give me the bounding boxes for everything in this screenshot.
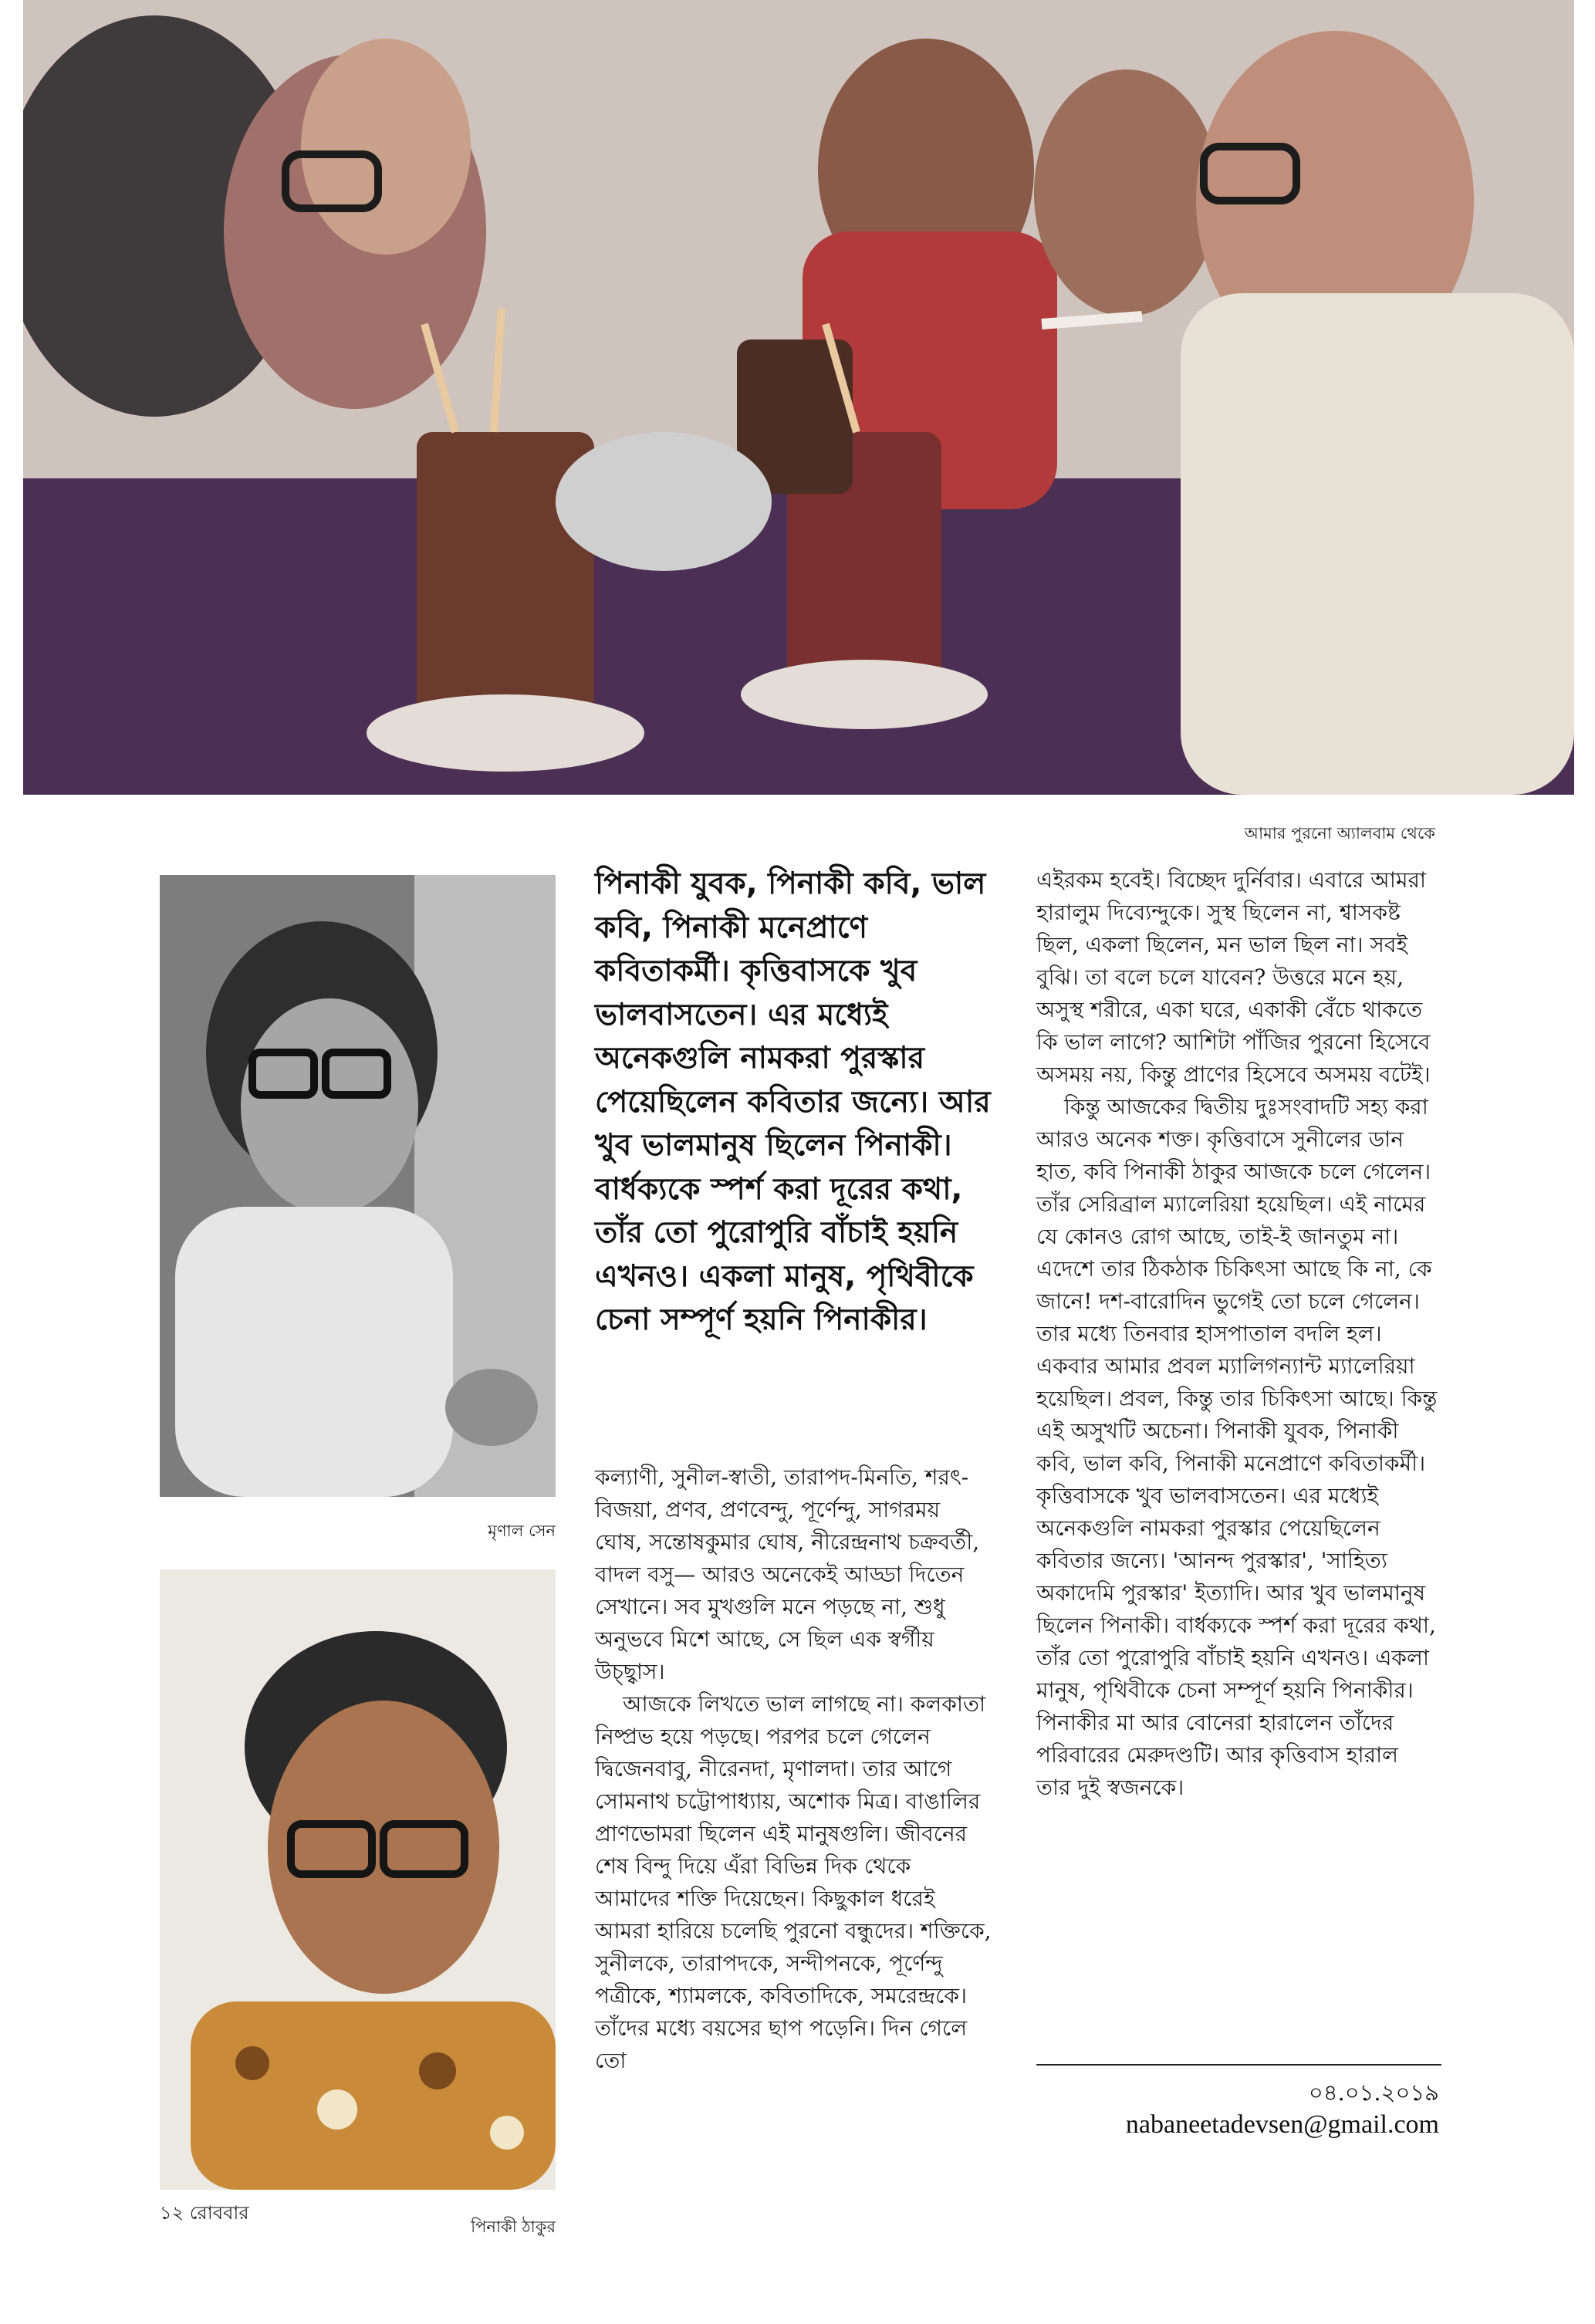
mrinal-sen-photo [160, 875, 556, 1497]
article-paragraph: কল্যাণী, সুনীল-স্বাতী, তারাপদ-মিনতি, শরৎ-বিজয়া, প্রণব, প্রণবেন্দু, পূর্ণেন্দু, সাগরময় ঘোষ, সন্তোষকুমার ঘোষ, নীরেন্দ্রনাথ চক্রবর্তী, বাদল বসু— আরও অনেকেই আড্ডা দিতেন সেখানে। সব মুখগুলি মনে পড়ছে না, শুধু অনুভবে মিশে আছে, সে ছিল এক স্বর্গীয় উচ্ছ্বাস। [595, 1464, 980, 1684]
page-footer: ১২ রোববার [160, 2202, 249, 2224]
pull-quote: পিনাকী যুবক, পিনাকী কবি, ভাল কবি, পিনাকী মনেপ্রাণে কবিতাকর্মী। কৃত্তিবাসকে খুব ভালবাসতেন। এর মধ্যেই অনেকগুলি নামকরা পুরস্কার পেয়েছিলেন কবিতার জন্যে। আর খুব ভালমানুষ ছিলেন পিনাকী। বার্ধক্যকে স্পর্শ করা দূরের কথা, তাঁর তো পুরোপুরি বাঁচাই হয়নি এখনও। একলা মানুষ, পৃথিবীকে চেনা সম্পূর্ণ হয়নি পিনাকীর। [595, 866, 991, 1337]
pinaki-thakur-caption: পিনাকী ঠাকুর [471, 2218, 556, 2236]
article-paragraph: কিন্তু আজকের দ্বিতীয় দুঃসংবাদটি সহ্য করা আরও অনেক শক্ত। কৃত্তিবাসে সুনীলের ডান হাত, কবি পিনাকী ঠাকুর আজকে চলে গেলেন। তাঁর সেরিব্রাল ম্যালেরিয়া হয়েছিল। এই নামের যে কোনও রোগ আছে, তাই-ই জানতুম না। এদেশে তার ঠিকঠাক চিকিৎসা আছে কি না, কে জানে! দশ-বারোদিন ভুগেই তো চলে গেলেন। তার মধ্যে তিনবার হাসপাতাল বদলি হল। একবার আমার প্রবল ম্যালিগন্যান্ট ম্যালেরিয়া হয়েছিল। প্রবল, কিন্তু তার চিকিৎসা আছে। কিন্তু এই অসুখটি অচেনা। পিনাকী যুবক, পিনাকী কবি, ভাল কবি, পিনাকী মনেপ্রাণে কবিতাকর্মী। কৃত্তিবাসকে খুব ভালবাসতেন। এর মধ্যেই অনেকগুলি নামকরা পুরস্কার পেয়েছিলেন কবিতার জন্যে। 'আনন্দ পুরস্কার', 'সাহিত্য অকাদেমি পুরস্কার' ইত্যাদি। আর খুব ভালমানুষ ছিলেন পিনাকী। বার্ধক্যকে স্পর্শ করা দূরের কথা, তাঁর তো পুরোপুরি বাঁচাই হয়নি এখনও। একলা মানুষ, পৃথিবীকে চেনা সম্পূর্ণ হয়নি পিনাকীর। পিনাকীর মা আর বোনেরা হারালেন তাঁদের পরিবারের মেরুদণ্ডটি। আর কৃত্তিবাস হারাল তার দুই স্বজনকে। [1036, 1094, 1438, 1800]
article-column-right [1036, 864, 1439, 1804]
signature-divider [1036, 2064, 1441, 2066]
top-photo-illustration [23, 0, 1574, 795]
article-column-middle [595, 1461, 992, 2077]
pinaki-thakur-photo [160, 1569, 556, 2190]
signature-date: ০৪.০১.২০১৯ [1308, 2079, 1439, 2106]
author-email[interactable]: nabaneetadevsen@gmail.com [1125, 2110, 1439, 2139]
article-paragraph: এইরকম হবেই। বিচ্ছেদ দুর্নিবার। এবারে আমরা হারালুম দিব্যেন্দুকে। সুস্থ ছিলেন না, শ্বাসকষ্ট ছিল, একলা ছিলেন, মন ভাল ছিল না। সবই বুঝি। তা বলে চলে যাবেন? উত্তরে মনে হয়, অসুস্থ শরীরে, একা ঘরে, একাকী বেঁচে থাকতে কি ভাল লাগে? আশিটা পাঁজির পুরনো হিসেবে অসময় নয়, কিন্তু প্রাণের হিসেবে অসময় বটেই। [1036, 867, 1431, 1087]
top-photo [23, 0, 1574, 795]
article-paragraph: আজকে লিখতে ভাল লাগছে না। কলকাতা নিষ্প্রভ হয়ে পড়ছে। পরপর চলে গেলেন দ্বিজেনবাবু, নীরেনদা, মৃণালদা। তার আগে সোমনাথ চট্টোপাধ্যায়, অশোক মিত্র। বাঙালির প্রাণভোমরা ছিলেন এই মানুষগুলি। জীবনের শেষ বিন্দু দিয়ে এঁরা বিভিন্ন দিক থেকে আমাদের শক্তি দিয়েছেন। কিছুকাল ধরেই আমরা হারিয়ে চলেছি পুরনো বন্ধুদের। শক্তিকে, সুনীলকে, তারাপদকে, সন্দীপনকে, পূর্ণেন্দু পত্রীকে, শ্যামলকে, কবিতাদিকে, সমরেন্দ্রকে। তাঁদের মধ্যে বয়সের ছাপ পড়েনি। দিন গেলে তো [595, 1691, 992, 2073]
mrinal-sen-portrait [160, 875, 556, 1497]
pinaki-thakur-portrait [160, 1569, 556, 2190]
mrinal-sen-caption: মৃণাল সেন [488, 1522, 556, 1540]
top-photo-caption: আমার পুরনো অ্যালবাম থেকে [1244, 824, 1435, 843]
